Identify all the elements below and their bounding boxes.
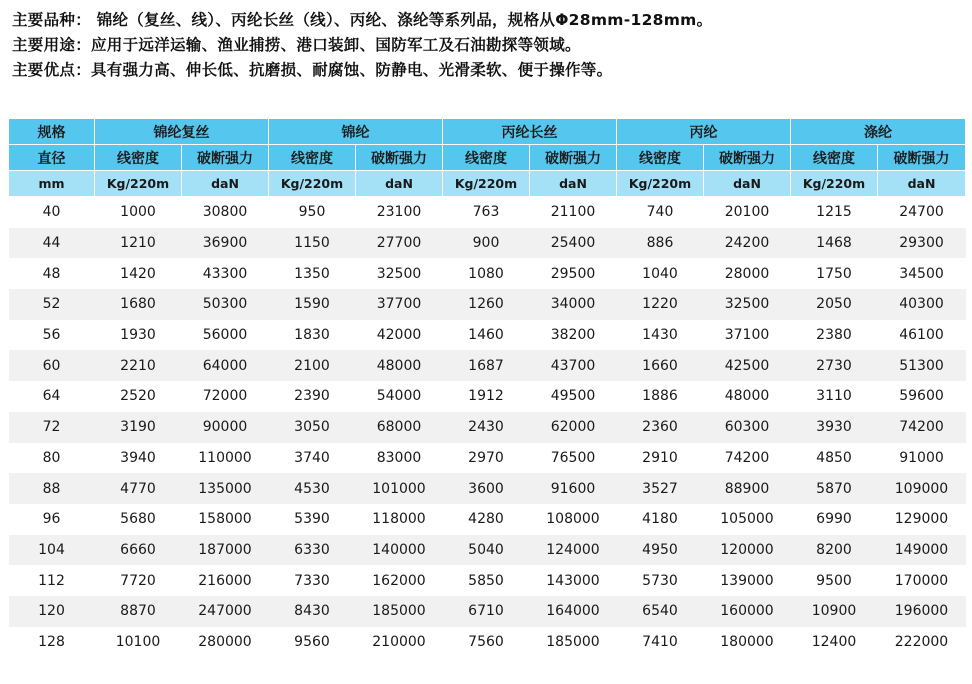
- intro-varieties: 主要品种： 锦纶（复丝、线）、丙纶长丝（线）、丙纶、涤纶等系列品，规格从Φ28mm-128mm。: [12, 11, 713, 29]
- table-cell: 43700: [530, 350, 617, 381]
- table-row: [9, 258, 966, 289]
- table-cell: 185000: [530, 627, 617, 658]
- table-cell: 222000: [878, 627, 966, 658]
- diameter-cell: 64: [9, 381, 95, 412]
- table-cell: 6990: [791, 504, 878, 535]
- table-cell: 135000: [182, 473, 269, 504]
- table-cell: 36900: [182, 228, 269, 259]
- header-cell: 破断强力: [704, 145, 791, 171]
- header-cell: 线密度: [269, 145, 356, 171]
- table-cell: 210000: [356, 627, 443, 658]
- table-cell: 24200: [704, 228, 791, 259]
- table-cell: 64000: [182, 350, 269, 381]
- diameter-cell: 96: [9, 504, 95, 535]
- diameter-cell: 44: [9, 228, 95, 259]
- table-cell: 8870: [95, 596, 182, 627]
- table-cell: 3600: [443, 473, 530, 504]
- header-cell: 线密度: [617, 145, 704, 171]
- table-cell: 158000: [182, 504, 269, 535]
- header-row-material: [9, 119, 966, 145]
- table-cell: 1912: [443, 381, 530, 412]
- table-cell: 763: [443, 197, 530, 228]
- table-cell: 109000: [878, 473, 966, 504]
- table-cell: 24700: [878, 197, 966, 228]
- table-cell: 12400: [791, 627, 878, 658]
- table-cell: 32500: [704, 289, 791, 320]
- table-cell: 51300: [878, 350, 966, 381]
- table-cell: 4950: [617, 535, 704, 566]
- diameter-cell: 104: [9, 535, 95, 566]
- table-cell: 9560: [269, 627, 356, 658]
- table-row: [9, 627, 966, 658]
- table-cell: 7410: [617, 627, 704, 658]
- table-cell: 5390: [269, 504, 356, 535]
- table-cell: 2970: [443, 443, 530, 474]
- table-cell: 74200: [878, 412, 966, 443]
- table-cell: 5040: [443, 535, 530, 566]
- table-cell: 4850: [791, 443, 878, 474]
- table-cell: 6540: [617, 596, 704, 627]
- table-cell: 3930: [791, 412, 878, 443]
- diameter-cell: 120: [9, 596, 95, 627]
- table-cell: 1468: [791, 228, 878, 259]
- table-cell: 2430: [443, 412, 530, 443]
- header-nylon-multifilament: 锦纶复丝: [95, 119, 269, 145]
- table-cell: 34000: [530, 289, 617, 320]
- header-row-property: [9, 145, 966, 171]
- table-cell: 5870: [791, 473, 878, 504]
- diameter-cell: 128: [9, 627, 95, 658]
- table-row: [9, 535, 966, 566]
- diameter-cell: 60: [9, 350, 95, 381]
- unit-cell: daN: [878, 171, 966, 197]
- table-row: [9, 381, 966, 412]
- unit-cell: Kg/220m: [443, 171, 530, 197]
- table-row: [9, 473, 966, 504]
- table-cell: 6660: [95, 535, 182, 566]
- table-cell: 180000: [704, 627, 791, 658]
- table-cell: 34500: [878, 258, 966, 289]
- table-cell: 68000: [356, 412, 443, 443]
- table-row: [9, 197, 966, 228]
- table-cell: 1420: [95, 258, 182, 289]
- unit-cell: mm: [9, 171, 95, 197]
- table-cell: 32500: [356, 258, 443, 289]
- table-cell: 950: [269, 197, 356, 228]
- table-cell: 1886: [617, 381, 704, 412]
- table-cell: 59600: [878, 381, 966, 412]
- intro-section: [0, 0, 972, 83]
- table-cell: 2210: [95, 350, 182, 381]
- unit-cell: daN: [182, 171, 269, 197]
- table-cell: 900: [443, 228, 530, 259]
- table-row: [9, 320, 966, 351]
- table-cell: 1430: [617, 320, 704, 351]
- table-cell: 1000: [95, 197, 182, 228]
- table-cell: 23100: [356, 197, 443, 228]
- table-cell: 29500: [530, 258, 617, 289]
- table-cell: 2520: [95, 381, 182, 412]
- table-cell: 7330: [269, 565, 356, 596]
- table-cell: 216000: [182, 565, 269, 596]
- table-cell: 10100: [95, 627, 182, 658]
- table-cell: 129000: [878, 504, 966, 535]
- header-nylon: 锦纶: [269, 119, 443, 145]
- table-cell: 120000: [704, 535, 791, 566]
- table-cell: 1750: [791, 258, 878, 289]
- header-row-units: [9, 171, 966, 197]
- header-cell: 破断强力: [356, 145, 443, 171]
- table-cell: 170000: [878, 565, 966, 596]
- unit-cell: Kg/220m: [95, 171, 182, 197]
- diameter-cell: 52: [9, 289, 95, 320]
- table-cell: 1260: [443, 289, 530, 320]
- table-cell: 139000: [704, 565, 791, 596]
- table-cell: 149000: [878, 535, 966, 566]
- table-cell: 2910: [617, 443, 704, 474]
- table-cell: 56000: [182, 320, 269, 351]
- table-cell: 3940: [95, 443, 182, 474]
- table-cell: 164000: [530, 596, 617, 627]
- table-cell: 54000: [356, 381, 443, 412]
- table-cell: 3050: [269, 412, 356, 443]
- table-cell: 1350: [269, 258, 356, 289]
- header-cell: 破断强力: [530, 145, 617, 171]
- table-cell: 5680: [95, 504, 182, 535]
- table-cell: 21100: [530, 197, 617, 228]
- table-row: [9, 289, 966, 320]
- table-cell: 27700: [356, 228, 443, 259]
- table-cell: 1660: [617, 350, 704, 381]
- table-cell: 4280: [443, 504, 530, 535]
- table-cell: 160000: [704, 596, 791, 627]
- table-row: [9, 412, 966, 443]
- header-cell: 破断强力: [878, 145, 966, 171]
- table-cell: 1040: [617, 258, 704, 289]
- table-cell: 74200: [704, 443, 791, 474]
- table-cell: 8200: [791, 535, 878, 566]
- table-cell: 1680: [95, 289, 182, 320]
- table-cell: 2380: [791, 320, 878, 351]
- table-row: [9, 350, 966, 381]
- diameter-cell: 88: [9, 473, 95, 504]
- intro-applications: 主要用途：应用于远洋运输、渔业捕捞、港口装卸、国防军工及石油勘探等领域。: [12, 36, 581, 54]
- table-cell: 6710: [443, 596, 530, 627]
- table-cell: 29300: [878, 228, 966, 259]
- table-cell: 49500: [530, 381, 617, 412]
- diameter-cell: 40: [9, 197, 95, 228]
- header-cell: 线密度: [791, 145, 878, 171]
- table-cell: 162000: [356, 565, 443, 596]
- table-cell: 48000: [704, 381, 791, 412]
- header-spec: 规格: [9, 119, 95, 145]
- table-cell: 124000: [530, 535, 617, 566]
- diameter-cell: 72: [9, 412, 95, 443]
- table-cell: 1215: [791, 197, 878, 228]
- table-cell: 50300: [182, 289, 269, 320]
- header-polyester: 涤纶: [791, 119, 966, 145]
- table-cell: 46100: [878, 320, 966, 351]
- unit-cell: Kg/220m: [791, 171, 878, 197]
- table-cell: 105000: [704, 504, 791, 535]
- table-cell: 1460: [443, 320, 530, 351]
- table-cell: 5730: [617, 565, 704, 596]
- table-cell: 187000: [182, 535, 269, 566]
- table-cell: 38200: [530, 320, 617, 351]
- table-cell: 6330: [269, 535, 356, 566]
- table-cell: 60300: [704, 412, 791, 443]
- header-cell: 破断强力: [182, 145, 269, 171]
- table-row: [9, 443, 966, 474]
- table-cell: 886: [617, 228, 704, 259]
- header-pp: 丙纶: [617, 119, 791, 145]
- table-cell: 91600: [530, 473, 617, 504]
- intro-advantages: 主要优点：具有强力高、伸长低、抗磨损、耐腐蚀、防静电、光滑柔软、便于操作等。: [12, 61, 613, 79]
- table-cell: 42500: [704, 350, 791, 381]
- table-cell: 37700: [356, 289, 443, 320]
- diameter-cell: 80: [9, 443, 95, 474]
- table-cell: 3740: [269, 443, 356, 474]
- table-cell: 5850: [443, 565, 530, 596]
- diameter-cell: 56: [9, 320, 95, 351]
- table-row: [9, 565, 966, 596]
- table-cell: 280000: [182, 627, 269, 658]
- table-cell: 185000: [356, 596, 443, 627]
- table-cell: 1930: [95, 320, 182, 351]
- table-cell: 1210: [95, 228, 182, 259]
- table-cell: 3110: [791, 381, 878, 412]
- table-cell: 37100: [704, 320, 791, 351]
- table-cell: 4180: [617, 504, 704, 535]
- table-cell: 25400: [530, 228, 617, 259]
- table-cell: 7720: [95, 565, 182, 596]
- diameter-cell: 112: [9, 565, 95, 596]
- table-cell: 101000: [356, 473, 443, 504]
- header-cell: 直径: [9, 145, 95, 171]
- unit-cell: daN: [530, 171, 617, 197]
- table-cell: 20100: [704, 197, 791, 228]
- table-row: [9, 596, 966, 627]
- diameter-cell: 48: [9, 258, 95, 289]
- table-cell: 2360: [617, 412, 704, 443]
- table-cell: 196000: [878, 596, 966, 627]
- spec-table-body: [9, 197, 966, 658]
- table-cell: 108000: [530, 504, 617, 535]
- table-cell: 76500: [530, 443, 617, 474]
- table-cell: 88900: [704, 473, 791, 504]
- table-cell: 8430: [269, 596, 356, 627]
- unit-cell: Kg/220m: [269, 171, 356, 197]
- table-cell: 740: [617, 197, 704, 228]
- table-cell: 110000: [182, 443, 269, 474]
- table-cell: 40300: [878, 289, 966, 320]
- table-cell: 1080: [443, 258, 530, 289]
- table-cell: 4530: [269, 473, 356, 504]
- table-cell: 7560: [443, 627, 530, 658]
- table-cell: 143000: [530, 565, 617, 596]
- table-cell: 2730: [791, 350, 878, 381]
- table-cell: 42000: [356, 320, 443, 351]
- table-cell: 2100: [269, 350, 356, 381]
- table-cell: 140000: [356, 535, 443, 566]
- table-cell: 43300: [182, 258, 269, 289]
- table-cell: 247000: [182, 596, 269, 627]
- table-cell: 91000: [878, 443, 966, 474]
- table-cell: 3527: [617, 473, 704, 504]
- table-cell: 48000: [356, 350, 443, 381]
- table-cell: 3190: [95, 412, 182, 443]
- table-cell: 2390: [269, 381, 356, 412]
- unit-cell: Kg/220m: [617, 171, 704, 197]
- table-cell: 118000: [356, 504, 443, 535]
- table-cell: 1830: [269, 320, 356, 351]
- table-cell: 2050: [791, 289, 878, 320]
- header-cell: 线密度: [95, 145, 182, 171]
- table-cell: 30800: [182, 197, 269, 228]
- table-cell: 90000: [182, 412, 269, 443]
- table-cell: 4770: [95, 473, 182, 504]
- unit-cell: daN: [704, 171, 791, 197]
- table-cell: 72000: [182, 381, 269, 412]
- table-cell: 1220: [617, 289, 704, 320]
- table-cell: 28000: [704, 258, 791, 289]
- table-row: [9, 504, 966, 535]
- table-cell: 62000: [530, 412, 617, 443]
- table-cell: 10900: [791, 596, 878, 627]
- table-cell: 9500: [791, 565, 878, 596]
- spec-table: [8, 118, 966, 657]
- table-cell: 1590: [269, 289, 356, 320]
- table-cell: 83000: [356, 443, 443, 474]
- header-pp-filament: 丙纶长丝: [443, 119, 617, 145]
- unit-cell: daN: [356, 171, 443, 197]
- table-row: [9, 228, 966, 259]
- table-cell: 1150: [269, 228, 356, 259]
- table-cell: 1687: [443, 350, 530, 381]
- header-cell: 线密度: [443, 145, 530, 171]
